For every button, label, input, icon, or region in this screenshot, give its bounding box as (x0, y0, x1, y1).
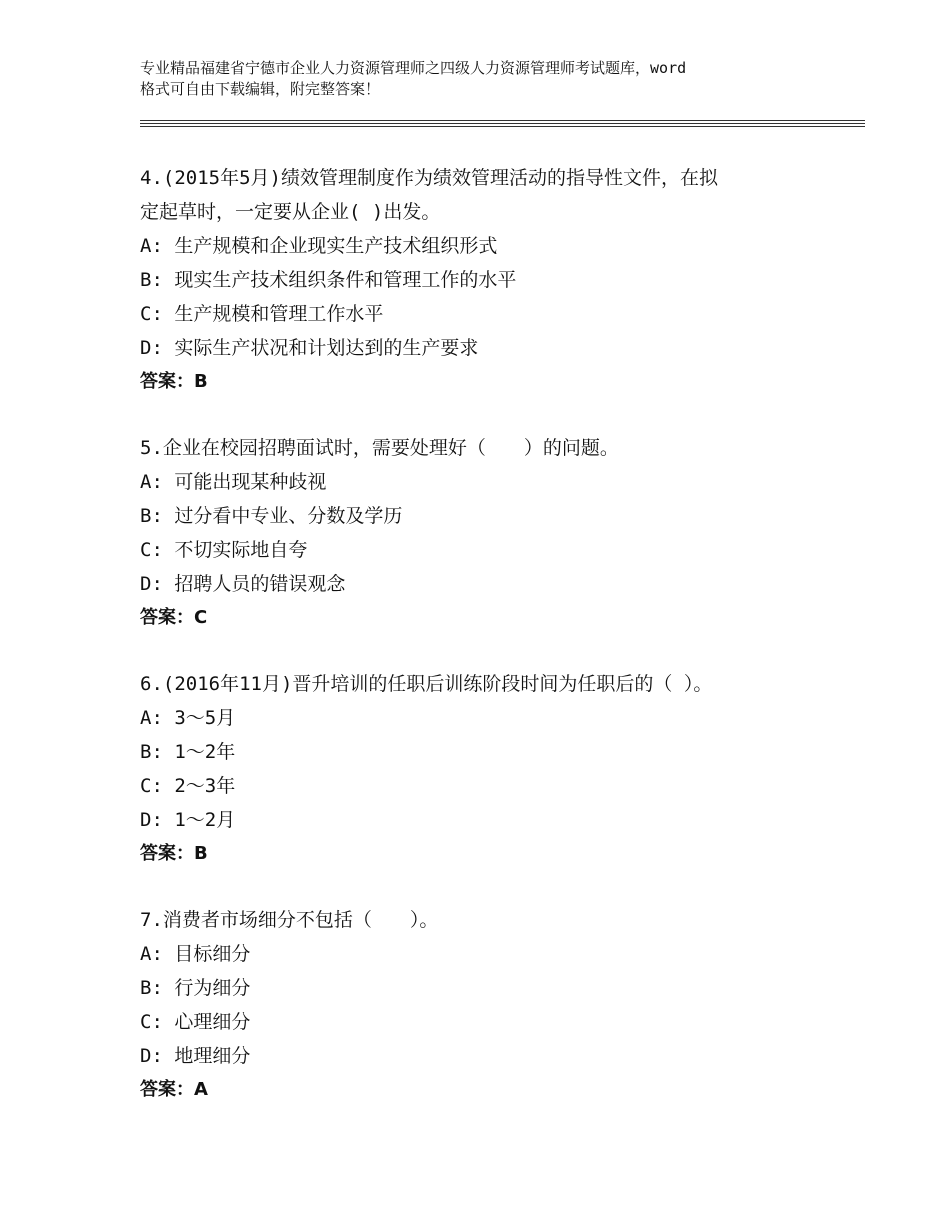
option-d: D: 实际生产状况和计划达到的生产要求 (140, 337, 479, 359)
answer: 答案：B (140, 371, 208, 392)
question-4 (140, 161, 840, 399)
option-b: B: 1～2年 (140, 741, 236, 763)
option-a: A: 可能出现某种歧视 (140, 471, 327, 493)
header-line-1: 专业精品福建省宁德市企业人力资源管理师之四级人力资源管理师考试题库，word (140, 59, 687, 77)
header-divider (140, 123, 865, 124)
option-d: D: 地理细分 (140, 1045, 251, 1067)
question-text: 5.企业在校园招聘面试时，需要处理好（ ）的问题。 (140, 437, 619, 459)
answer: 答案：C (140, 607, 208, 628)
option-b: B: 行为细分 (140, 977, 251, 999)
option-a: A: 3～5月 (140, 707, 236, 729)
question-text: 6.(2016年11月)晋升培训的任职后训练阶段时间为任职后的（ ）。 (140, 673, 713, 695)
option-c: C: 2～3年 (140, 775, 236, 797)
header-divider (140, 120, 865, 121)
option-b: B: 现实生产技术组织条件和管理工作的水平 (140, 269, 517, 291)
question-7 (140, 903, 840, 1107)
header-line-2: 格式可自由下载编辑，附完整答案！ (140, 80, 381, 98)
option-d: D: 招聘人员的错误观念 (140, 573, 346, 595)
document-header (140, 58, 830, 100)
option-d: D: 1～2月 (140, 809, 236, 831)
option-a: A: 目标细分 (140, 943, 251, 965)
question-text: 4.(2015年5月)绩效管理制度作为绩效管理活动的指导性文件，在拟 (140, 167, 718, 189)
question-text-continued: 定起草时，一定要从企业( )出发。 (140, 201, 441, 223)
option-c: C: 心理细分 (140, 1011, 251, 1033)
option-c: C: 生产规模和管理工作水平 (140, 303, 384, 325)
option-c: C: 不切实际地自夸 (140, 539, 308, 561)
question-text: 7.消费者市场细分不包括（ ）。 (140, 909, 439, 931)
question-6 (140, 667, 840, 871)
answer: 答案：A (140, 1079, 208, 1100)
option-b: B: 过分看中专业、分数及学历 (140, 505, 403, 527)
option-a: A: 生产规模和企业现实生产技术组织形式 (140, 235, 498, 257)
header-divider (140, 126, 865, 127)
question-list (140, 161, 840, 1139)
question-5 (140, 431, 840, 635)
answer: 答案：B (140, 843, 208, 864)
